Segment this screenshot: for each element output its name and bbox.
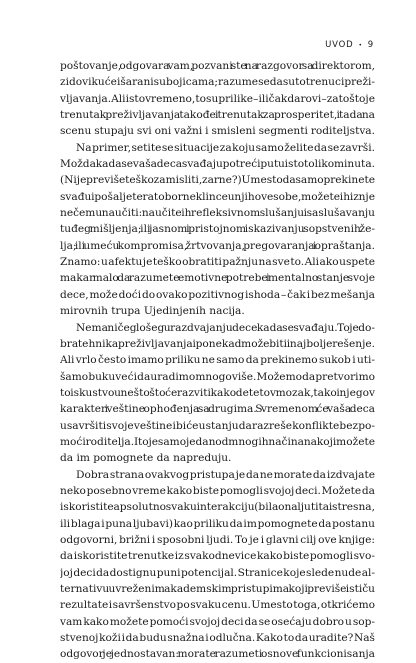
text-line	[60, 450, 375, 466]
text-line-content: dece, može doći do ovako pozitivnog ishoda – čak i bez mešanja	[60, 288, 375, 301]
text-line	[60, 614, 375, 630]
text-line	[60, 630, 375, 646]
text-line-content: joj deci da dostignu puni potencijal. Stranice koje slede nude al-	[60, 566, 375, 579]
text-line-content: bra tehnika preživljavanja i ponekad može biti i najbolje rešenje.	[60, 337, 375, 350]
text-line	[60, 467, 375, 483]
text-line-content: to iskustvo u nešto što će razviti kako detetov mozak, tako i njegov	[60, 386, 375, 399]
text-line	[60, 320, 375, 336]
text-line	[60, 499, 375, 515]
text-line-content: tuđeg mišljenja; ili jasnom i pristojnom iskazivanju sopstvenih že-	[60, 223, 375, 236]
text-line-content: lja; ili umeću kompromisa, žrtvovanja, pregovaranja i opraštanja.	[60, 239, 375, 252]
page-number: 9	[367, 40, 374, 50]
header-bullet: •	[358, 41, 363, 49]
text-line	[60, 156, 375, 172]
text-line	[60, 58, 375, 74]
text-line	[60, 270, 375, 286]
text-line	[60, 418, 375, 434]
text-line	[60, 581, 375, 597]
text-line	[60, 352, 375, 368]
text-line	[60, 74, 375, 90]
text-line-content: Znamo: u afektu je teško obratiti pažnju na sve to. Ali ako uspete	[60, 256, 375, 269]
text-line	[60, 434, 375, 450]
text-line-content: poštovanje, odgovara vam, pozvani ste na razgovor sa direktorom,	[60, 60, 375, 72]
text-line-content: usavršiti svoje veštine i biće u stanju da razreše konflikte bez po-	[60, 419, 375, 432]
text-line-content: scenu stupaju svi oni važni i smisleni segmenti roditeljstva.	[60, 125, 375, 138]
text-line-content: stvenoj koži i da budu snažna i odlučna. Kako to da uradite? Naš	[60, 632, 375, 645]
text-line-content: (Nije previše teško zamisliti, zar ne?) Umesto da samo prekinete	[60, 174, 375, 187]
text-line-content: moći roditelja. I to je samo jedan od mnogih načina na koji možete	[60, 435, 375, 448]
text-line-content: odgovor je jednostavan: morate razumeti osnove funkcionisanja	[60, 648, 375, 661]
text-line-content: vam kako možete pomoći svojoj deci da se osećaju dobro u sop-	[60, 615, 375, 628]
text-line	[60, 140, 375, 156]
text-line-content: da iskoristite trenutke iz svakodnevice kako biste pomogli svo-	[60, 550, 375, 563]
text-line-content: trenutak preživljavanja takođe i trenutak za prosperitet, i tada na	[60, 109, 375, 122]
text-line	[60, 205, 375, 221]
section-title: UVOD	[325, 40, 354, 50]
text-line	[60, 369, 375, 385]
text-line-content: odgovorni, brižni i sposobni ljudi. To je i glavni cilj ove knjige:	[60, 533, 375, 546]
text-line	[60, 107, 375, 123]
text-line	[60, 483, 375, 499]
text-line	[60, 532, 375, 548]
text-line-content: Na primer, setite se situacije za koju samo želite da se završi.	[76, 141, 375, 154]
text-line-content: vljavanja. Ali istovremeno, to su prilike – ili čak darovi – zato što je	[60, 92, 375, 105]
text-line-content: ternativu uvreženim akademskim pristupima koji previše ističu	[60, 583, 375, 595]
text-line	[60, 303, 375, 319]
text-line-content: karakter i veštine ophođenja sa drugima. S vremenom će vaša deca	[60, 403, 375, 416]
text-line	[60, 172, 375, 188]
body-text	[60, 58, 375, 663]
text-line	[60, 516, 375, 532]
text-line-content: rezultate i savršenstvo po svaku cenu. Umesto toga, otkrićemo	[60, 599, 375, 612]
text-line	[60, 123, 375, 139]
text-line-content: svađu i pošaljete ratoborne klince u njihove sobe, možete ih iz nje	[60, 190, 375, 203]
text-line-content: ili blaga i puna ljubavi) kao priliku da im pomognete da postanu	[60, 517, 375, 530]
text-line	[60, 646, 375, 662]
text-line-content: šamo buku već i da uradimo mnogo više. Možemo da pretvorimo	[60, 370, 375, 383]
text-line-content: da im pomognete da napreduju.	[60, 452, 232, 465]
text-line-content: Ali vrlo često imamo priliku ne samo da prekinemo sukob i uti-	[60, 354, 375, 367]
text-line-content: neko posebno vreme kako biste pomogli svojoj deci. Možete da	[60, 484, 375, 497]
text-line-content: Možda kada se vaša deca svađaju po treći put u isto toliko minuta.	[60, 158, 375, 171]
text-line	[60, 565, 375, 581]
running-header	[312, 40, 374, 50]
text-line	[60, 221, 375, 237]
text-line-content: nečemu naučiti: naučite ih refleksivnom slušanju i saslušavanju	[60, 207, 375, 220]
text-line-content: Nema ničeg lošeg u razdvajanju dece kada se svađaju. To je do-	[76, 321, 375, 334]
text-line-content: makar malo da razumete emotivne potrebe i mentalno stanje svoje	[60, 272, 375, 285]
text-line	[60, 254, 375, 270]
text-line-content: iskoristite apsolutno svaku interakciju (bila ona ljutita i stresna,	[60, 501, 375, 514]
text-line	[60, 238, 375, 254]
text-line	[60, 401, 375, 417]
text-line	[60, 597, 375, 613]
text-line-content: mirovnih trupa Ujedinjenih nacija.	[60, 305, 245, 318]
text-line	[60, 287, 375, 303]
text-line	[60, 336, 375, 352]
text-line	[60, 385, 375, 401]
text-line-content: Dobra strana ovakvog pristupa je da ne morate da izdvajate	[76, 468, 375, 481]
text-line	[60, 91, 375, 107]
text-line	[60, 548, 375, 564]
text-line	[60, 189, 375, 205]
text-line-content: zidovi kuće išarani su bojicama; razume se da su to trenuci preži-	[60, 76, 375, 89]
